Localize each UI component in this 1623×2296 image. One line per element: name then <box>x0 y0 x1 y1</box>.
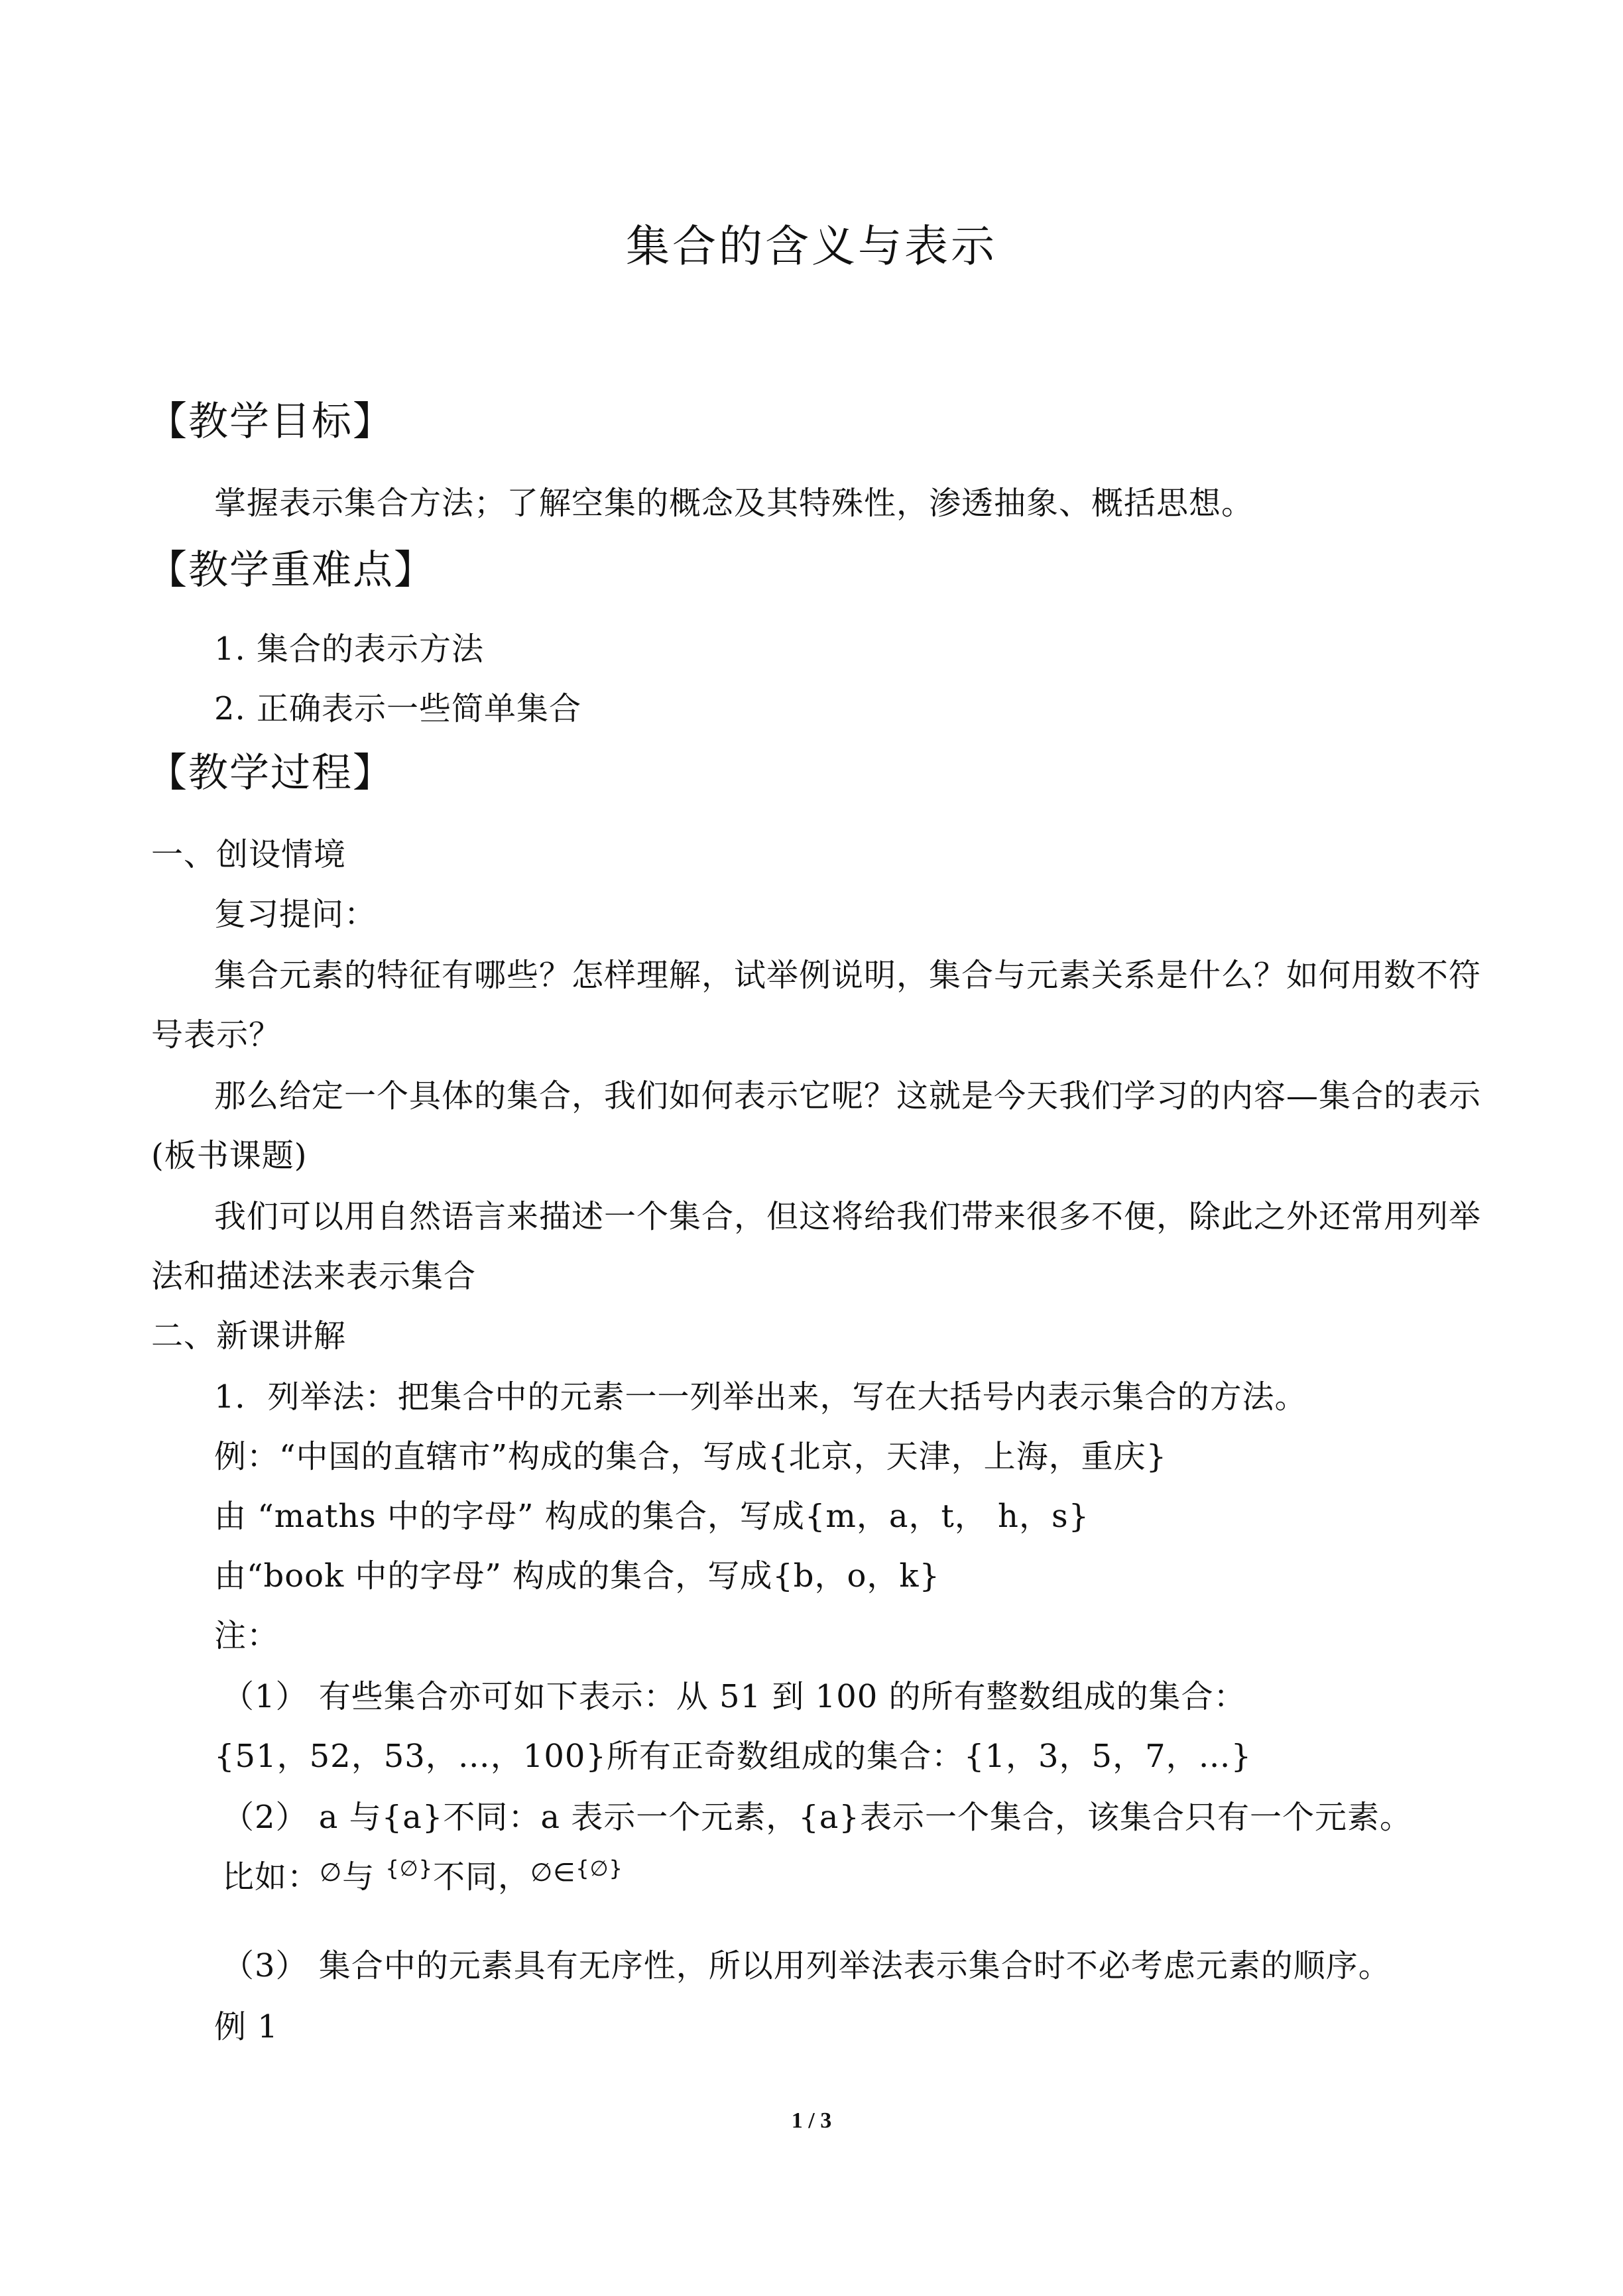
key-point-item-2: 2. 正确表示一些简单集合 <box>214 690 582 727</box>
set-of-empty-set-symbol-2: {∅} <box>575 1856 623 1881</box>
example-book-letters: 由“book 中的字母” 构成的集合，写成{b，o，k} <box>214 1557 940 1595</box>
note2: （2） a 与{a}不同：a 表示一个元素，{a}表示一个集合，该集合只有一个元素。 <box>222 1799 1412 1836</box>
note-label: 注： <box>214 1617 280 1654</box>
methods-line2: 法和描述法来表示集合 <box>151 1258 477 1295</box>
example1-label: 例 1 <box>214 2008 278 2045</box>
empty-set-symbol-2: ∅ <box>530 1858 554 1887</box>
note2-example-after: 不同， <box>432 1858 530 1896</box>
listing-method-definition: 1．列举法：把集合中的元素一一列举出来，写在大括号内表示集合的方法。 <box>214 1378 1307 1416</box>
objectives-text: 掌握表示集合方法；了解空集的概念及其特殊性，渗透抽象、概括思想。 <box>214 485 1254 522</box>
review-label: 复习提问： <box>214 896 377 933</box>
intro-line2: (板书课题) <box>151 1137 308 1174</box>
empty-set-symbol: ∅ <box>320 1858 343 1887</box>
review-question-line1: 集合元素的特征有哪些？怎样理解，试举例说明，集合与元素关系是什么？如何用数不符 <box>214 957 1482 994</box>
note2-example-prefix: 比如： <box>222 1858 320 1896</box>
note2-example <box>222 1851 623 1897</box>
process-heading: 【教学过程】 <box>147 750 394 796</box>
set-of-empty-set-symbol: {∅} <box>385 1856 433 1881</box>
note2-example-mid: 与 <box>342 1858 386 1896</box>
key-point-item-1: 1. 集合的表示方法 <box>214 631 485 668</box>
key-points-heading: 【教学重难点】 <box>147 547 435 593</box>
note3: （3） 集合中的元素具有无序性，所以用列举法表示集合时不必考虑元素的顺序。 <box>222 1947 1391 1984</box>
note1-line2: {51，52，53，…，100}所有正奇数组成的集合：{1，3，5，7，…} <box>214 1738 1252 1775</box>
page-number: 1 / 3 <box>791 2108 832 2133</box>
objectives-heading: 【教学目标】 <box>147 398 394 445</box>
review-question-line2: 号表示？ <box>151 1016 282 1054</box>
example-maths-letters: 由 “maths 中的字母” 构成的集合，写成{m，a，t， h，s} <box>214 1498 1090 1535</box>
example-municipalities: 例：“中国的直辖市”构成的集合，写成{北京，天津，上海，重庆} <box>214 1438 1168 1475</box>
intro-line1: 那么给定一个具体的集合，我们如何表示它呢？这就是今天我们学习的内容—集合的表示 <box>214 1077 1482 1115</box>
note1-line1: （1） 有些集合亦可如下表示：从 51 到 100 的所有整数组成的集合： <box>222 1678 1246 1715</box>
part2-title: 二、新课讲解 <box>151 1317 347 1355</box>
methods-line1: 我们可以用自然语言来描述一个集合，但这将给我们带来很多不便，除此之外还常用列举 <box>214 1198 1482 1235</box>
element-of-symbol: ∈ <box>553 1858 576 1887</box>
part1-title: 一、创设情境 <box>151 836 347 873</box>
page-title: 集合的含义与表示 <box>626 221 997 272</box>
